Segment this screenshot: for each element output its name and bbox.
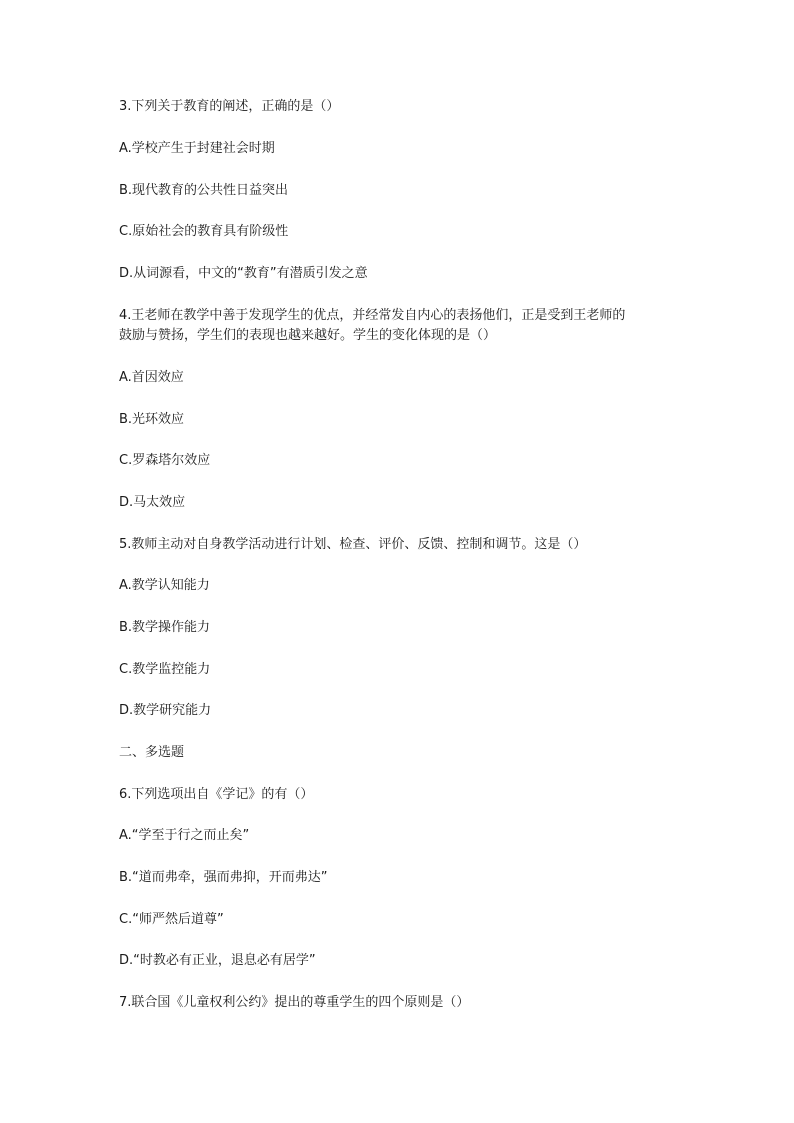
question-6-option-d: D.“时教必有正业，退息必有居学” xyxy=(119,953,316,968)
question-4-option-a: A.首因效应 xyxy=(119,370,184,385)
question-5-option-b: B.教学操作能力 xyxy=(119,620,211,635)
question-6-option-c: C.“师严然后道尊” xyxy=(119,912,224,927)
question-6-option-a: A.“学至于行之而止矣” xyxy=(119,828,250,843)
question-4-option-d: D.马太效应 xyxy=(119,495,186,510)
question-3-option-c: C.原始社会的教育具有阶级性 xyxy=(119,224,289,239)
question-5-option-c: C.教学监控能力 xyxy=(119,662,211,677)
question-3-option-d: D.从词源看，中文的“教育”有潜质引发之意 xyxy=(119,266,368,281)
question-5-option-a: A.教学认知能力 xyxy=(119,578,210,593)
question-4-option-c: C.罗森塔尔效应 xyxy=(119,453,211,468)
question-3-option-b: B.现代教育的公共性日益突出 xyxy=(119,183,289,198)
question-3-option-a: A.学校产生于封建社会时期 xyxy=(119,141,275,156)
question-4-stem-line-2: 鼓励与赞扬，学生们的表现也越来越好。学生的变化体现的是（） xyxy=(119,328,497,343)
question-5-option-d: D.教学研究能力 xyxy=(119,703,212,718)
question-6-stem: 6.下列选项出自《学记》的有（） xyxy=(119,787,314,802)
section-heading-multiple-choice: 二、多选题 xyxy=(119,745,185,760)
question-3-stem: 3.下列关于教育的阐述，正确的是（） xyxy=(119,99,340,114)
question-6-option-b: B.“道而弗牵，强而弗抑，开而弗达” xyxy=(119,870,328,885)
question-5-stem: 5.教师主动对自身教学活动进行计划、检查、评价、反馈、控制和调节。这是（） xyxy=(119,537,587,552)
question-7-stem: 7.联合国《儿童权利公约》提出的尊重学生的四个原则是（） xyxy=(119,995,470,1010)
question-4-stem-line-1: 4.王老师在教学中善于发现学生的优点，并经常发自内心的表扬他们，正是受到王老师的 xyxy=(119,308,626,323)
question-4-option-b: B.光环效应 xyxy=(119,412,185,427)
